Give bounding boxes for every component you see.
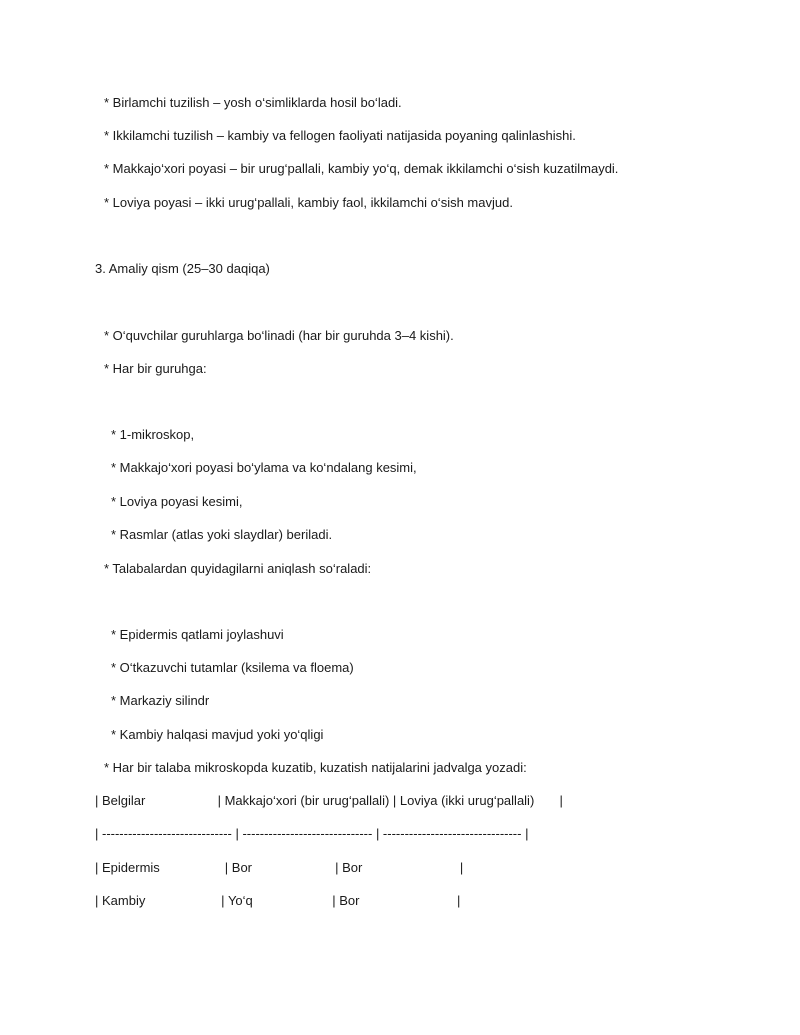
table-row: | Epidermis | Bor | Bor | — [95, 860, 464, 875]
intro-bullet: * Birlamchi tuzilish – yosh o‘simliklarda hosil bo‘ladi. — [104, 95, 402, 110]
intro-bullet: * Makkajo‘xori poyasi – bir urug‘pallali, kambiy yo‘q, demak ikkilamchi o‘sish kuzatilmaydi. — [104, 161, 619, 176]
table-header-row: | Belgilar | Makkajo‘xori (bir urug‘pallali) | Loviya (ikki urug‘pallali) | — [95, 793, 563, 808]
group-item: * Loviya poyasi kesimi, — [111, 494, 243, 509]
ask-item: * Epidermis qatlami joylashuvi — [111, 627, 284, 642]
ask-item: * Kambiy halqasi mavjud yoki yo‘qligi — [111, 727, 324, 742]
table-row: | Kambiy | Yo‘q | Bor | — [95, 893, 461, 908]
group-item: * Rasmlar (atlas yoki slaydlar) beriladi. — [111, 527, 333, 542]
intro-bullet: * Ikkilamchi tuzilish – kambiy va fellogen faoliyati natijasida poyaning qalinlashishi. — [104, 128, 576, 143]
group-line: * O‘quvchilar guruhlarga bo‘linadi (har bir guruhda 3–4 kishi). — [104, 328, 454, 343]
table-separator-row: | ------------------------------ | ------------------------------ | -------------------------------- | — [95, 826, 529, 841]
ask-line: * Talabalardan quyidagilarni aniqlash so‘raladi: — [104, 561, 372, 576]
group-item: * Makkajo‘xori poyasi bo‘ylama va ko‘ndalang kesimi, — [111, 460, 417, 475]
group-item: * 1-mikroskop, — [111, 427, 195, 442]
each-group-line: * Har bir guruhga: — [104, 361, 207, 376]
intro-bullet: * Loviya poyasi – ikki urug‘pallali, kambiy faol, ikkilamchi o‘sish mavjud. — [104, 195, 513, 210]
record-line: * Har bir talaba mikroskopda kuzatib, kuzatish natijalarini jadvalga yozadi: — [104, 760, 527, 775]
section-heading: 3. Amaliy qism (25–30 daqiqa) — [95, 261, 270, 276]
ask-item: * O‘tkazuvchi tutamlar (ksilema va floema) — [111, 660, 354, 675]
ask-item: * Markaziy silindr — [111, 693, 210, 708]
